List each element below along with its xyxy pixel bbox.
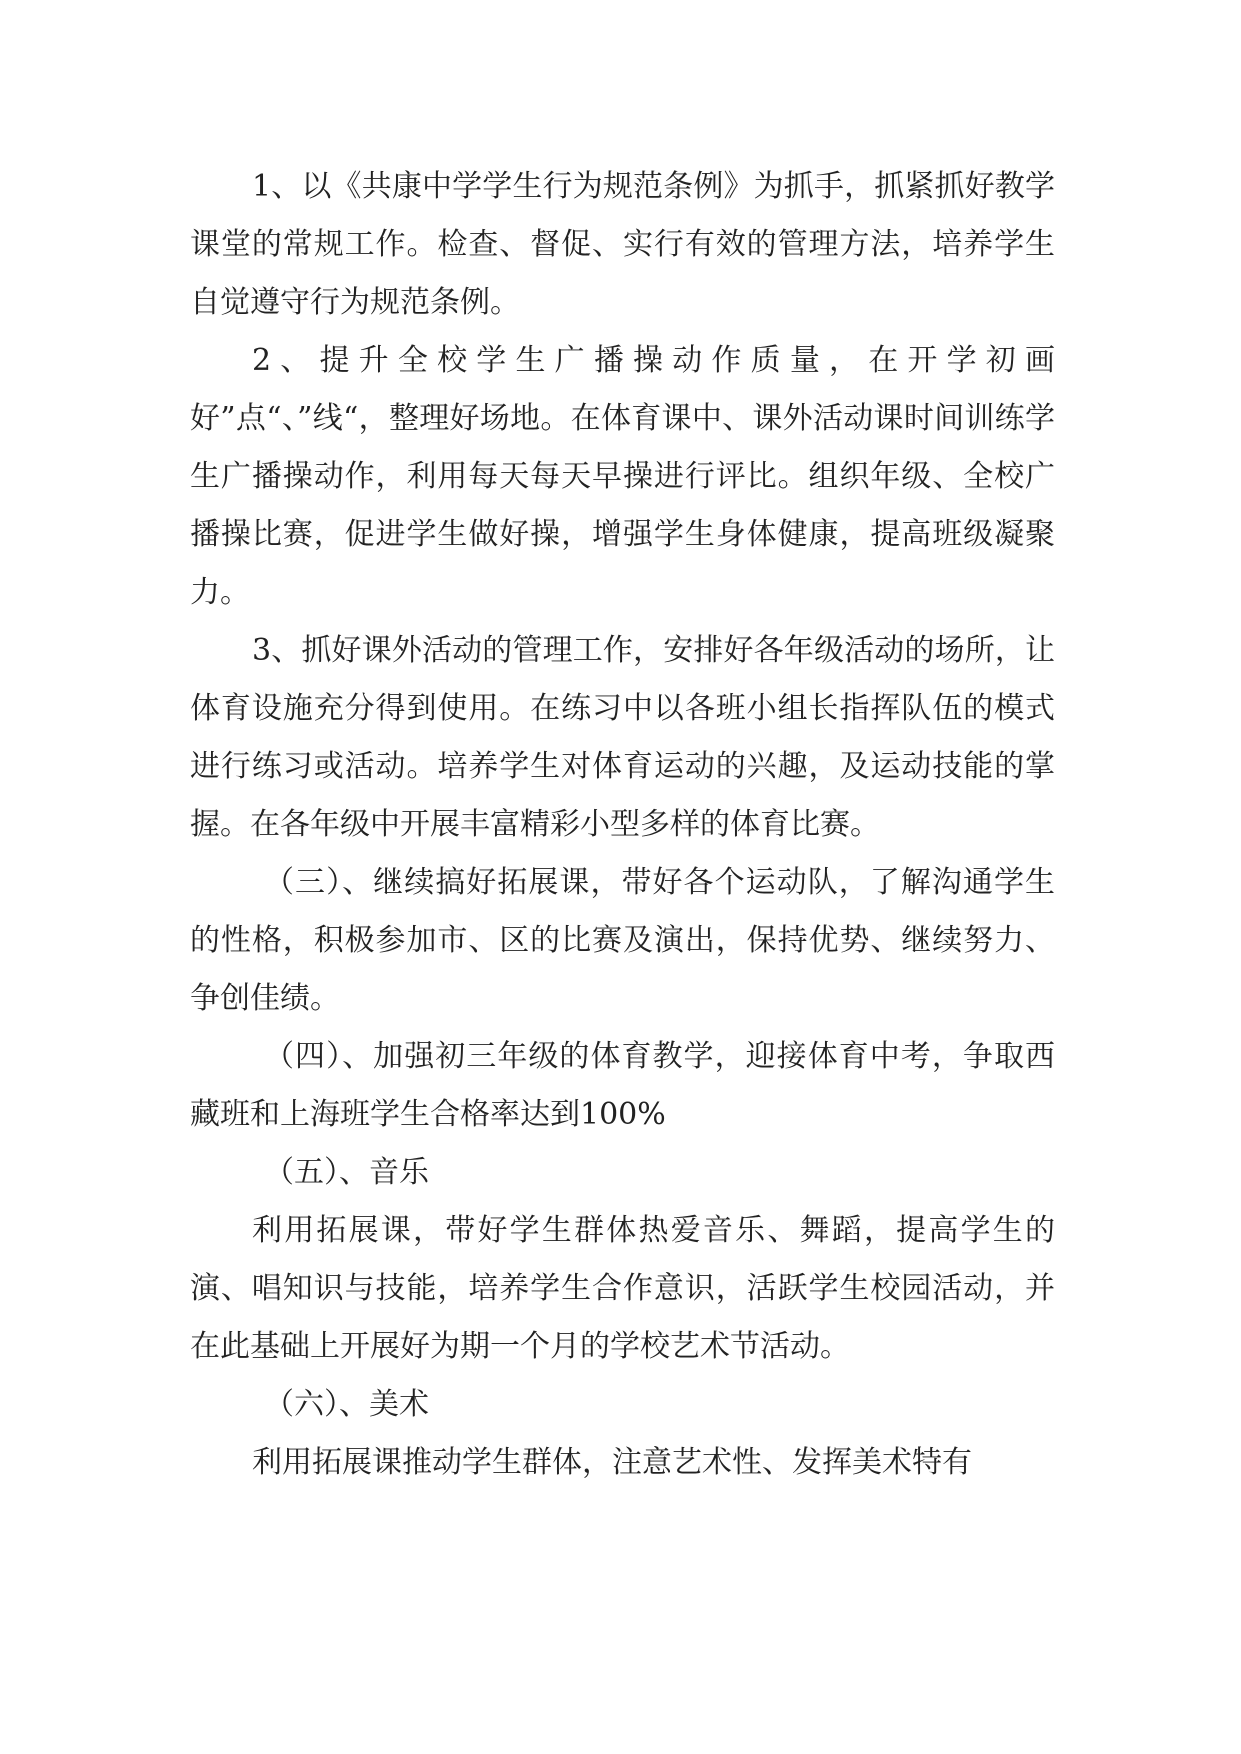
art-paragraph: 利用拓展课推动学生群体，注意艺术性、发挥美术特有 — [252, 1445, 972, 1480]
paragraph-item-3: 3、抓好课外活动的管理工作，安排好各年级活动的场所，让体育设施充分得到使用。在练习中以各班小组长指挥队伍的模式进行练习或活动。培养学生对体育运动的兴趣，及运动技能的掌握。在各年级中开展丰富精彩小型多样的体育比赛。 — [190, 633, 1055, 842]
paragraph-item-2: 2、提升全校学生广播操动作质量，在开学初画好”点“、”线“，整理好场地。在体育课中、课外活动课时间训练学生广播操动作，利用每天每天早操进行评比。组织年级、全校广播操比赛，促进学生做好操，增强学生身体健康，提高班级凝聚力。 — [190, 343, 1055, 610]
music-paragraph: 利用拓展课，带好学生群体热爱音乐、舞蹈，提高学生的演、唱知识与技能，培养学生合作意识，活跃学生校园活动，并在此基础上开展好为期一个月的学校艺术节活动。 — [190, 1213, 1055, 1364]
paragraph-item-1: 1、以《共康中学学生行为规范条例》为抓手，抓紧抓好教学课堂的常规工作。检查、督促、实行有效的管理方法，培养学生自觉遵守行为规范条例。 — [190, 169, 1055, 320]
section-five-heading: （五）、音乐 — [264, 1155, 429, 1190]
section-four-paragraph: （四）、加强初三年级的体育教学，迎接体育中考，争取西藏班和上海班学生合格率达到100% — [190, 1039, 1055, 1132]
document-body — [190, 158, 1055, 1492]
section-six-heading: （六）、美术 — [264, 1387, 429, 1422]
section-three-paragraph: （三）、继续搞好拓展课，带好各个运动队，了解沟通学生的性格，积极参加市、区的比赛及演出，保持优势、继续努力、争创佳绩。 — [190, 865, 1055, 1016]
